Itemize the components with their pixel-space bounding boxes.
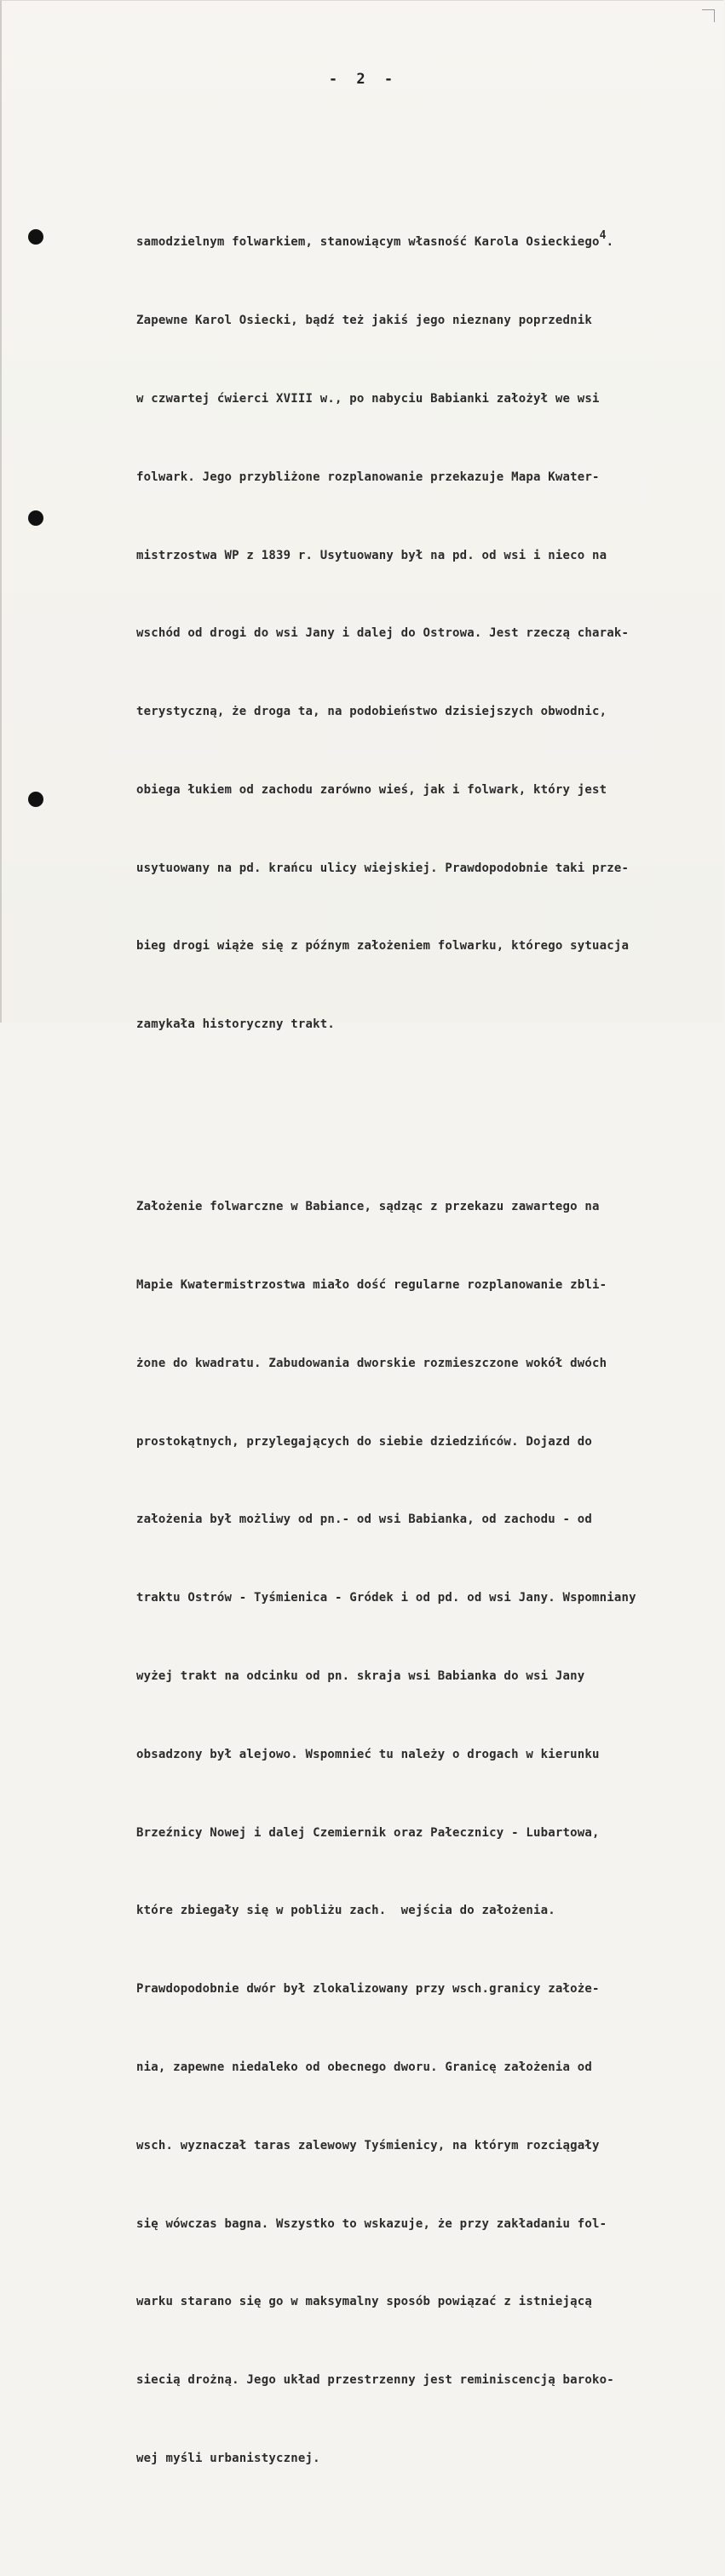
text-line: wsch. wyznaczał taras zalewowy Tyśmienicy, na którym rozciągały bbox=[136, 2138, 600, 2152]
text-line: usytuowany na pd. krańcu ulicy wiejskiej. Prawdopodobnie taki prze- bbox=[136, 861, 630, 875]
text-line: folwark. Jego przybliżone rozplanowanie przekazuje Mapa Kwater- bbox=[136, 470, 600, 484]
text-line: wyżej trakt na odcinku od pn. skraja wsi Babianka do wsi Jany bbox=[136, 1669, 585, 1684]
page-number: - 2 - bbox=[328, 71, 399, 88]
text-line: warku starano się go w maksymalny sposób powiązać z istniejącą bbox=[136, 2295, 592, 2309]
text-line: w czwartej ćwierci XVIII w., po nabyciu Babianki założył we wsi bbox=[136, 391, 600, 406]
text-line: które zbiegały się w pobliżu zach. wejścia do założenia. bbox=[136, 1904, 555, 1918]
text-line: prostokątnych, przylegających do siebie dziedzińców. Dojazd do bbox=[136, 1434, 592, 1449]
text-line: bieg drogi wiąże się z późnym założeniem folwarku, którego sytuacja bbox=[136, 939, 630, 954]
text-line: zamykała historyczny trakt. bbox=[136, 1017, 335, 1032]
text-line: wej myśli urbanistycznej. bbox=[136, 2451, 320, 2465]
text-line: wschód od drogi do wsi Jany i dalej do Ostrowa. Jest rzeczą charak- bbox=[136, 626, 630, 641]
text-line: Założenie folwarczne w Babiance, sądząc z przekazu zawartego na bbox=[136, 1200, 600, 1214]
text-line: mistrzostwa WP z 1839 r. Usytuowany był na pd. od wsi i nieco na bbox=[136, 548, 607, 562]
punch-hole-icon bbox=[28, 510, 43, 526]
text-line: obsadzony był alejowo. Wspomnieć tu należy o drogach w kierunku bbox=[136, 1747, 600, 1761]
text-line: terystyczną, że droga ta, na podobieństwo dzisiejszych obwodnic, bbox=[136, 705, 607, 719]
text-line: się wówczas bagna. Wszystko to wskazuje, że przy zakładaniu fol- bbox=[136, 2216, 607, 2231]
paragraph-1 bbox=[136, 177, 724, 1090]
text-line: siecią drożną. Jego układ przestrzenny jest reminiscencją baroko- bbox=[136, 2373, 614, 2388]
document-body bbox=[136, 125, 724, 2576]
text-line: obiega łukiem od zachodu zarówno wieś, jak i folwark, który jest bbox=[136, 782, 607, 797]
paragraph-2 bbox=[136, 1142, 724, 2523]
text-line: żone do kwadratu. Zabudowania dworskie rozmieszczone wokół dwóch bbox=[136, 1356, 607, 1370]
punch-hole-icon bbox=[28, 792, 43, 807]
text-line: nia, zapewne niedaleko od obecnego dworu. Granicę założenia od bbox=[136, 2060, 592, 2074]
text-line: Mapie Kwatermistrzostwa miało dość regularne rozplanowanie zbli- bbox=[136, 1278, 607, 1293]
text-line: traktu Ostrów - Tyśmienica - Gródek i od pd. od wsi Jany. Wspomniany bbox=[136, 1591, 636, 1605]
footnote-marker: 4 bbox=[599, 229, 607, 243]
punch-hole-icon bbox=[28, 229, 43, 245]
text-line: Prawdopodobnie dwór był zlokalizowany przy wsch.granicy założe- bbox=[136, 1982, 600, 1997]
text-line: samodzielnym folwarkiem, stanowiącym własność Karola Osieckiego$^4$. bbox=[136, 229, 614, 250]
text-line: założenia był możliwy od pn.- od wsi Babianka, od zachodu - od bbox=[136, 1513, 592, 1527]
text-line: Brzeźnicy Nowej i dalej Czemiernik oraz Pałecznicy - Lubartowa, bbox=[136, 1825, 600, 1840]
text-line: Zapewne Karol Osiecki, bądź też jakiś jego nieznany poprzednik bbox=[136, 314, 592, 328]
corner-mark bbox=[702, 9, 715, 22]
